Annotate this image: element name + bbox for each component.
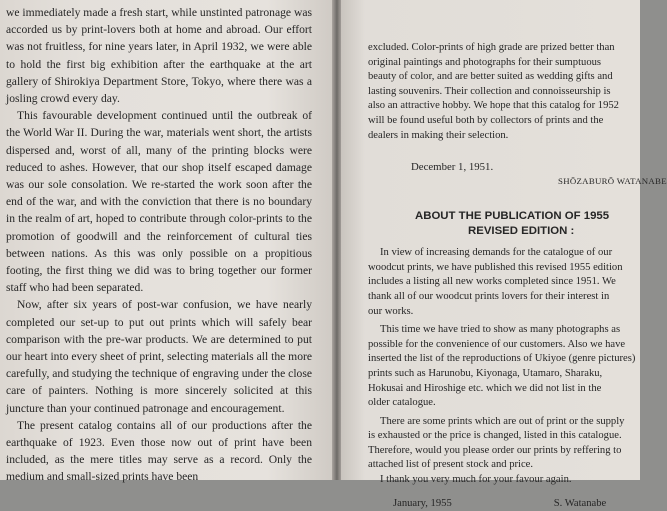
continuation-line: excluded. Color-prints of high grade are prized better than (368, 42, 615, 53)
continuation-line: dealers in making their selection. (368, 129, 509, 141)
continuation-line: also an attractive hobby. We hope that this catalog for 1952 (368, 100, 619, 112)
paragraph-line: woodcut prints, we have published this revised 1955 edition (368, 261, 623, 273)
paragraph-line: Hokusai and Hiroshige etc. which we did not list in the (368, 382, 602, 394)
left-page (0, 0, 334, 484)
paragraph-line: Therefore, would you please order our prints by reffering to (368, 444, 622, 456)
second-signature: S. Watanabe (553, 497, 607, 509)
right-paragraph-1 (368, 246, 640, 319)
continuation-line: will be found useful both by collectors of prints and the (368, 114, 604, 126)
continuation-line: beauty of color, and are better suited as wedding gifts and (368, 71, 613, 83)
paragraph-line: thank all of our woodcut prints lovers for their interest in (368, 290, 610, 302)
paragraph-line: older catalogue. (368, 397, 436, 409)
first-signature: SHŌZABURŌ WATANABE (558, 176, 667, 187)
paragraph-line: There are some prints which are out of print or the supply (380, 415, 625, 427)
left-paragraph-1: we immediately made a fresh start, while unstinted patronage was accorded us by print-lovers both at home and abroad. Our effort was not fruitless, for nine years later, in April 1932, we were able to hold the first big exhibition after the earthquake at the art gallery of Shirokiya Department Store, Tokyo, where there was a josling crowd every day. (6, 6, 312, 106)
right-paragraph-2 (368, 323, 640, 411)
closing-line: I thank you very much for your favour again. (380, 474, 572, 486)
paragraph-line: prints such as Harunobu, Kiyonaga, Utamaro, Sharaku, (368, 367, 603, 379)
first-date: December 1, 1951. (411, 161, 494, 174)
second-date: January, 1955 (393, 497, 452, 509)
paragraph-line: our works. (368, 305, 414, 317)
left-paragraph-3: Now, after six years of post-war confusion, we have nearly completed our set-up to put out prints which will safely bear comparison with the pre-war products. We are determined to put our heart into every sheet of print, selecting materials all the more carefully, and studying the technique of engraving under the close care of painters. Nothing is more sincerely solicited at this juncture than your continued patronage and encouragement. (6, 298, 312, 415)
section-heading (415, 209, 640, 239)
paragraph-line: is exhausted or the price is changed, listed in this catalogue. (368, 430, 622, 442)
paragraph-line: attached list of present stock and price. (368, 459, 534, 471)
paragraph-line: This time we have tried to show as many photographs as (380, 324, 621, 336)
paragraph-line: possible for the convenience of our customers. Also we have (368, 338, 626, 350)
continuation-line: lasting souvenirs. Their collection and connoisseurship is (368, 85, 611, 97)
paragraph-line: includes a listing all new works completed since 1951. We (368, 276, 616, 288)
right-paragraph-3 (368, 415, 640, 473)
paragraph-line: inserted the list of the reproductions of Ukiyoe (genre pictures) (368, 353, 636, 365)
continuation-paragraph (368, 41, 640, 143)
heading-line-1: ABOUT THE PUBLICATION OF 1955 (415, 210, 610, 223)
continuation-line: original paintings and photographs for their sumptuous (368, 56, 602, 68)
heading-line-2: REVISED EDITION : (468, 225, 575, 238)
paragraph-line: In view of increasing demands for the catalogue of our (380, 247, 613, 259)
left-paragraph-2: This favourable development continued until the outbreak of the World War II. During the war, materials went short, the artists dispersed and, worst of all, many of the printing blocks were reduced to ashes. However, that our shop itself escaped damage was our sole consolation. We re-started the work soon after the end of the war, and with the conviction that there is no boundary in the realm of art, hoped to contribute through color-prints to the promotion of goodwill and the reinforcement of cultural ties between nations. As this was only possible on a propitious footing, the first thing we did was to bring together our former staff who had been separated. (6, 109, 312, 295)
left-paragraph-4: The present catalog contains all of our productions after the earthquake of 1923. Even those now out of print have been included, as the mere titles may serve as a record. Only the medium and small-sized prints have been (6, 418, 312, 484)
right-page (341, 0, 667, 509)
